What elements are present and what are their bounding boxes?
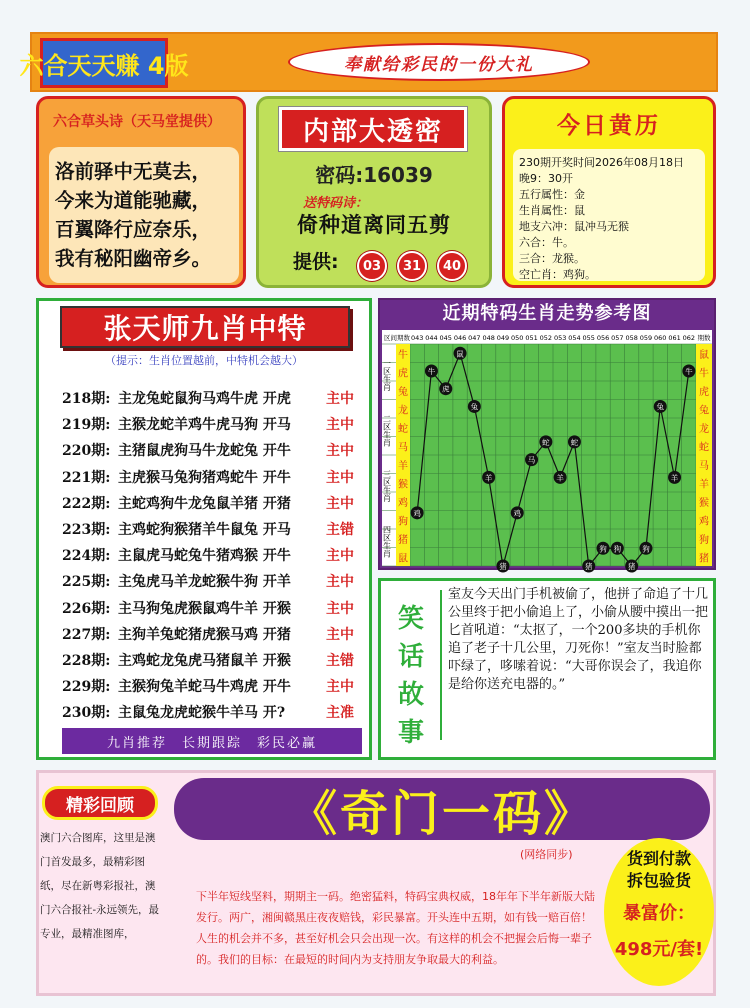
almanac-line: 六合：牛。 [519,236,574,249]
chart-point-label: 羊 [556,473,564,483]
row-result: 主中 [326,679,354,696]
row-zodiacs: 主猪鼠虎狗马牛龙蛇兔 开牛 [118,443,291,460]
secret-title: 内部大透密 [279,107,467,151]
chart-left-zodiac: 猴 [398,479,408,491]
chart-point-label: 马 [527,455,536,465]
secret-code: 密码:16039 [315,163,433,187]
chart-point-label: 猪 [627,562,636,571]
chart-period-label: 045 [439,334,452,342]
poem-box [36,96,246,288]
provide-label: 提供: [293,251,339,273]
chart-point-label: 蛇 [542,437,550,447]
chart-right-zodiac: 虎 [699,386,709,398]
row-period: 229期: [62,679,111,696]
chart-left-zodiac: 龙 [398,405,408,417]
row-period: 218期: [62,391,111,407]
poem-line: 洛前驿中无莫去， [55,160,212,183]
row-zodiacs: 主马狗兔虎猴鼠鸡牛羊 开猴 [118,600,291,617]
chart-right-zodiac: 鸡 [699,516,709,528]
prediction-row [62,545,362,569]
prediction-row [62,388,362,412]
poem-title: 六合草头诗（天马堂提供） [53,114,221,130]
row-result: 主错 [326,653,354,669]
chart-period-label: 060 [654,334,667,342]
row-zodiacs: 主鼠兔龙虎蛇猴牛羊马 开? [118,705,286,722]
chart-point-label: 蛇 [570,437,579,447]
number-ball: 31 [397,251,427,281]
chart-period-label: 057 [611,334,624,342]
chart-period-suffix: 期数 [697,334,711,342]
chart-zone-label: 四区生肖 [382,525,392,558]
number-ball: 40 [437,251,467,281]
poem-line: 百翼降行应奈乐， [55,218,212,241]
almanac-lines [519,155,684,283]
highlight-tag: 精彩回顾 [42,786,158,820]
row-result: 主中 [326,495,354,512]
row-result: 主错 [326,522,354,538]
row-result: 主中 [326,574,354,591]
poem-line: 今来为道能驰藏， [55,189,212,212]
chart-point-label: 兔 [656,402,664,412]
special-poem: 倚种道离同五剪 [297,212,451,237]
chart-point-label: 牛 [427,366,436,376]
chart-title: 近期特码生肖走势参考图 [442,303,652,324]
page-title: 六合天天赚 4版 [40,38,168,88]
chart-point-label: 狗 [613,544,622,554]
row-zodiacs: 主虎猴马兔狗猪鸡蛇牛 开牛 [118,469,291,486]
chart-period-label: 053 [553,334,567,342]
chart-point-label: 猪 [585,562,593,571]
prediction-row [62,519,362,543]
chart-zone-label: 三区生肖 [382,469,392,502]
row-zodiacs: 主猴狗兔羊蛇马牛鸡虎 开牛 [118,679,291,696]
prediction-row [62,440,362,464]
row-result: 主中 [326,626,354,643]
row-period: 224期: [62,548,111,565]
poem-label: 送特码诗： [303,196,369,211]
promo-line: 拆包验货 [626,871,691,890]
poem-lines [55,157,211,273]
chart-period-label: 059 [639,334,653,342]
chart-right-zodiac: 兔 [699,405,709,417]
row-period: 228期: [62,653,111,669]
chart-period-label: 043 [410,334,424,342]
prediction-row [62,467,362,491]
row-zodiacs: 主鸡蛇龙兔虎马猪鼠羊 开猴 [118,653,291,669]
row-period: 227期: [62,626,111,643]
row-zodiacs: 主鸡蛇狗猴猪羊牛鼠兔 开马 [118,522,291,538]
row-result: 主中 [326,469,354,486]
prediction-row [62,650,362,674]
chart-right-zodiac: 鼠 [699,349,709,361]
row-period: 230期: [62,705,111,722]
prediction-row [62,702,362,726]
chart-period-label: 049 [496,334,510,342]
promo-line: 暴富价： [623,903,695,924]
almanac-line: 空亡肖：鸡狗。 [519,268,596,281]
joke-text: 室友今天出门手机被偷了，他拼了命追了十几公里终于把小偷追上了，小偷从腰中摸出一把匕首吼道：“太抠了，一个200多块的手机你追了老子十几公里，刀死你！”室友当时脸都吓绿了，哆嗦着说：“大哥你误会了，我追你是给你送充电器的。” [448,587,709,692]
chart-point-label: 羊 [670,473,679,483]
chart-point-label: 鸡 [513,508,521,518]
row-zodiacs: 主鼠虎马蛇兔牛猪鸡猴 开牛 [118,548,291,565]
joke-side-char: 笑 [398,604,425,634]
almanac-line: 地支六冲：鼠冲马无猴 [519,220,629,233]
chart-right-zodiac: 马 [699,460,709,472]
chart-zone-label: 一区生肖 [382,358,392,391]
almanac-line: 230期开奖时间2026年08月18日 [519,156,684,169]
chart-right-zodiac: 牛 [699,368,709,380]
almanac-box [502,96,716,288]
chart-period-label: 058 [625,334,638,342]
almanac-line: 晚9：30开 [519,172,573,185]
chart-point-label: 鸡 [413,508,421,518]
chart-period-label: 056 [596,334,610,342]
chart-period-label: 062 [682,334,696,342]
almanac-line: 三合：龙猴。 [519,252,585,265]
chart-period-label: 052 [539,334,553,342]
chart-left-zodiac: 鸡 [398,497,408,509]
joke-side-title [398,600,428,752]
chart-point-label: 鼠 [456,349,464,359]
secret-box [256,96,492,288]
chart-left-zodiac: 兔 [398,386,408,398]
chart-point-label: 狗 [599,544,607,554]
chart-right-zodiac: 蛇 [699,442,709,454]
joke-side-char: 故 [398,680,425,710]
row-result: 主中 [326,600,354,617]
chart-right-zodiac: 羊 [699,479,709,491]
promo-price [604,896,714,968]
nine-zodiac-footer: 九肖推荐 长期跟踪 彩民必赢 [62,728,362,754]
chart-period-label: 048 [482,334,495,342]
row-period: 226期: [62,600,111,617]
chart-period-label: 044 [425,334,438,342]
qimen-banner: 《奇门一码》 [174,778,710,840]
row-result: 主中 [326,391,354,407]
row-result: 主中 [326,417,354,434]
chart-period-label: 047 [468,334,481,342]
row-zodiacs: 主蛇鸡狗牛龙兔鼠羊猪 开猪 [118,495,291,512]
almanac-line: 五行属性：金 [519,188,585,201]
almanac-title: 今日黄历 [557,112,661,139]
chart-period-label: 055 [582,334,595,342]
row-period: 219期: [62,417,111,434]
chart-point-label: 牛 [685,366,693,376]
promo-text: 下半年短线坚料，期期主一码。绝密猛料，特码宝典权威，18年年下半年新版大陆发行。两广，湘闽赣黑庄夜夜赔钱，彩民暴富。开头连中五期，如有钱一赔百倍！人生的机会并不多，甚至好机会只会出现一次。有这样的机会不把握会后悔一辈子的。我们的目标：在最短的时间内为支持朋友争取最大的利益。 [196,890,595,966]
row-result: 主准 [326,705,354,722]
chart-period-label: 050 [511,334,524,342]
chart-point-label: 虎 [442,384,450,394]
chart-period-label: 046 [453,334,467,342]
prediction-row [62,414,362,438]
joke-divider [440,590,442,740]
chart-left-zodiac: 蛇 [398,423,408,435]
nine-zodiac-hint: （提示：生肖位置越前，中特机会越大） [105,354,303,367]
chart-left-zodiac: 羊 [398,460,408,472]
chart-period-label: 061 [668,334,681,342]
nine-zodiac-title: 张天师九肖中特 [60,306,350,348]
promo-line: 498元/套! [614,939,704,960]
chart-right-zodiac: 狗 [699,534,709,546]
chart-point-label: 羊 [484,473,493,483]
chart-right-zodiac: 猪 [699,553,709,565]
row-period: 223期: [62,522,111,538]
row-result: 主中 [326,443,354,460]
prediction-row [62,598,362,622]
chart-right-zodiac: 猴 [699,497,709,509]
header-slogan: 奉献给彩民的一份大礼 [288,43,590,81]
row-period: 225期: [62,574,111,591]
promo-line: 货到付款 [626,849,691,868]
row-period: 221期: [62,469,111,486]
row-period: 222期: [62,495,111,512]
row-zodiacs: 主兔虎马羊龙蛇猴牛狗 开羊 [118,574,291,591]
chart-left-zodiac: 猪 [398,534,408,546]
chart-zone-label: 二区生肖 [382,414,392,447]
chart-point-label: 兔 [470,402,479,412]
chart-left-zodiac: 鼠 [398,553,408,565]
prediction-row [62,493,362,517]
prediction-row [62,676,362,700]
chart-period-label: 051 [525,334,538,342]
highlight-text: 澳门六合图库，这里是澳门首发最多，最精彩图纸，尽在新粤彩报社，澳门六合报社-永远领先，最专业，最精准图库， [40,832,160,940]
row-zodiacs: 主猴龙蛇羊鸡牛虎马狗 开马 [118,417,291,434]
prediction-row [62,571,362,595]
row-zodiacs: 主龙兔蛇鼠狗马鸡牛虎 开虎 [118,391,291,407]
number-ball: 03 [357,251,387,281]
prediction-row [62,624,362,648]
net-sync-label: (网络同步) [520,848,573,861]
chart-point-label: 猪 [499,562,507,571]
chart-left-zodiac: 马 [398,442,408,454]
row-period: 220期: [62,443,111,460]
chart-header-label: 区间期数 [384,334,410,342]
price-badge [604,838,714,986]
chart-point-label: 狗 [642,544,650,554]
promo-cod [604,848,714,892]
row-zodiacs: 主狗羊兔蛇猪虎猴马鸡 开猪 [118,626,291,643]
poem-line: 我有秘阳幽帝乡。 [55,247,212,270]
chart-left-zodiac: 狗 [398,516,408,528]
joke-side-char: 话 [398,642,425,672]
chart-left-zodiac: 牛 [398,349,408,361]
chart-right-zodiac: 龙 [699,423,709,435]
joke-side-char: 事 [398,718,425,748]
chart-left-zodiac: 虎 [398,368,408,380]
chart-period-label: 054 [568,334,581,342]
trend-chart [382,330,712,571]
row-result: 主中 [326,548,354,565]
almanac-line: 生肖属性：鼠 [519,204,585,217]
